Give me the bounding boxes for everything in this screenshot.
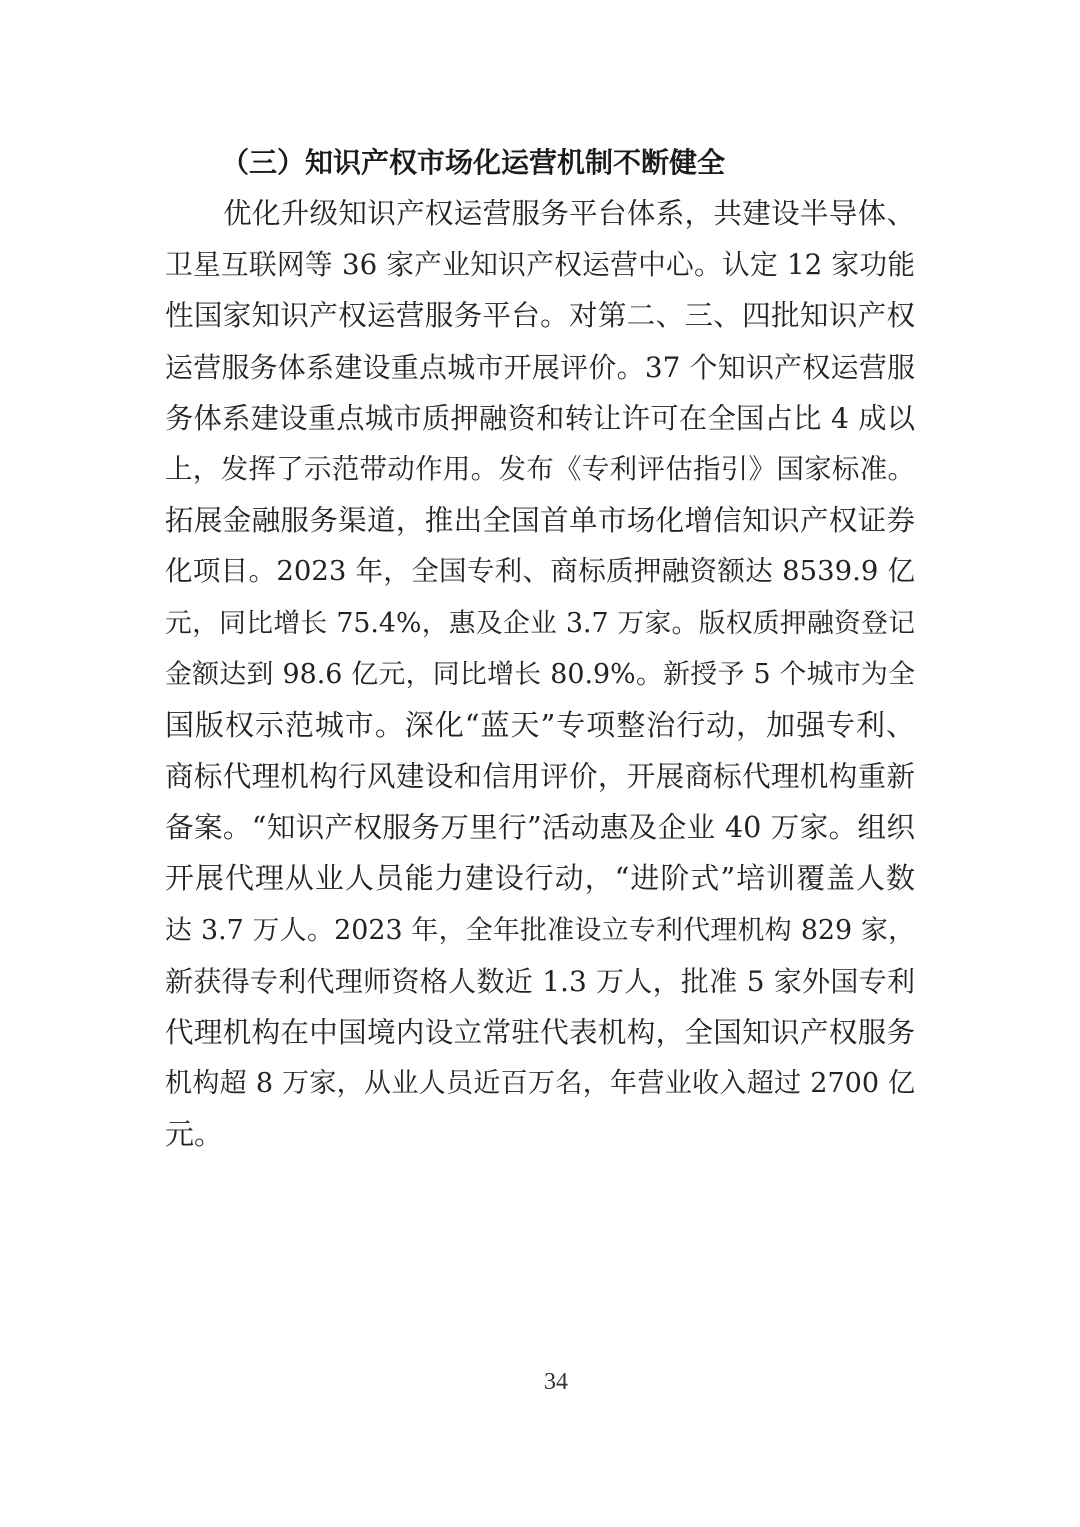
paragraph-line: 商标代理机构行风建设和信用评价，开展商标代理机构重新 bbox=[165, 759, 915, 794]
paragraph-line: 务体系建设重点城市质押融资和转让许可在全国占比 4 成以 bbox=[165, 401, 915, 435]
body-paragraph bbox=[165, 188, 915, 1161]
paragraph-line: 元。 bbox=[165, 1117, 224, 1152]
paragraph-line: 机构超 8 万家，从业人员近百万名，年营业收入超过 2700 亿 bbox=[165, 1068, 915, 1100]
paragraph-line: 备案。“知识产权服务万里行”活动惠及企业 40 万家。组织 bbox=[165, 810, 916, 845]
paragraph-line: 国版权示范城市。深化“蓝天”专项整治行动，加强专利、 bbox=[165, 707, 915, 742]
paragraph-line: 达 3.7 万人。2023 年，全年批准设立专利代理机构 829 家， bbox=[165, 914, 915, 946]
paragraph-line: 代理机构在中国境内设立常驻代表机构，全国知识产权服务 bbox=[165, 1015, 915, 1049]
paragraph-line: 元，同比增长 75.4%，惠及企业 3.7 万家。版权质押融资登记 bbox=[165, 607, 915, 639]
paragraph-line: 优化升级知识产权运营服务平台体系，共建设半导体、 bbox=[223, 197, 915, 230]
paragraph-line: 卫星互联网等 36 家产业知识产权运营中心。认定 12 家功能 bbox=[165, 248, 915, 282]
paragraph-line: 上，发挥了示范带动作用。发布《专利评估指引》国家标准。 bbox=[165, 452, 915, 485]
paragraph-line: 开展代理从业人员能力建设行动，“进阶式”培训覆盖人数 bbox=[165, 861, 915, 896]
paragraph-line: 运营服务体系建设重点城市开展评价。37 个知识产权运营服 bbox=[165, 350, 915, 384]
section-heading: （三）知识产权市场化运营机制不断健全 bbox=[221, 146, 726, 179]
paragraph-line: 拓展金融服务渠道，推出全国首单市场化增信知识产权证券 bbox=[165, 503, 915, 538]
page-number: 34 bbox=[544, 1369, 568, 1395]
paragraph-line: 新获得专利代理师资格人数近 1.3 万人，批准 5 家外国专利 bbox=[165, 964, 915, 998]
paragraph-line: 化项目。2023 年，全国专利、商标质押融资额达 8539.9 亿 bbox=[165, 555, 915, 588]
paragraph-line: 金额达到 98.6 亿元，同比增长 80.9%。新授予 5 个城市为全 bbox=[165, 658, 915, 690]
paragraph-line: 性国家知识产权运营服务平台。对第二、三、四批知识产权 bbox=[165, 298, 915, 333]
